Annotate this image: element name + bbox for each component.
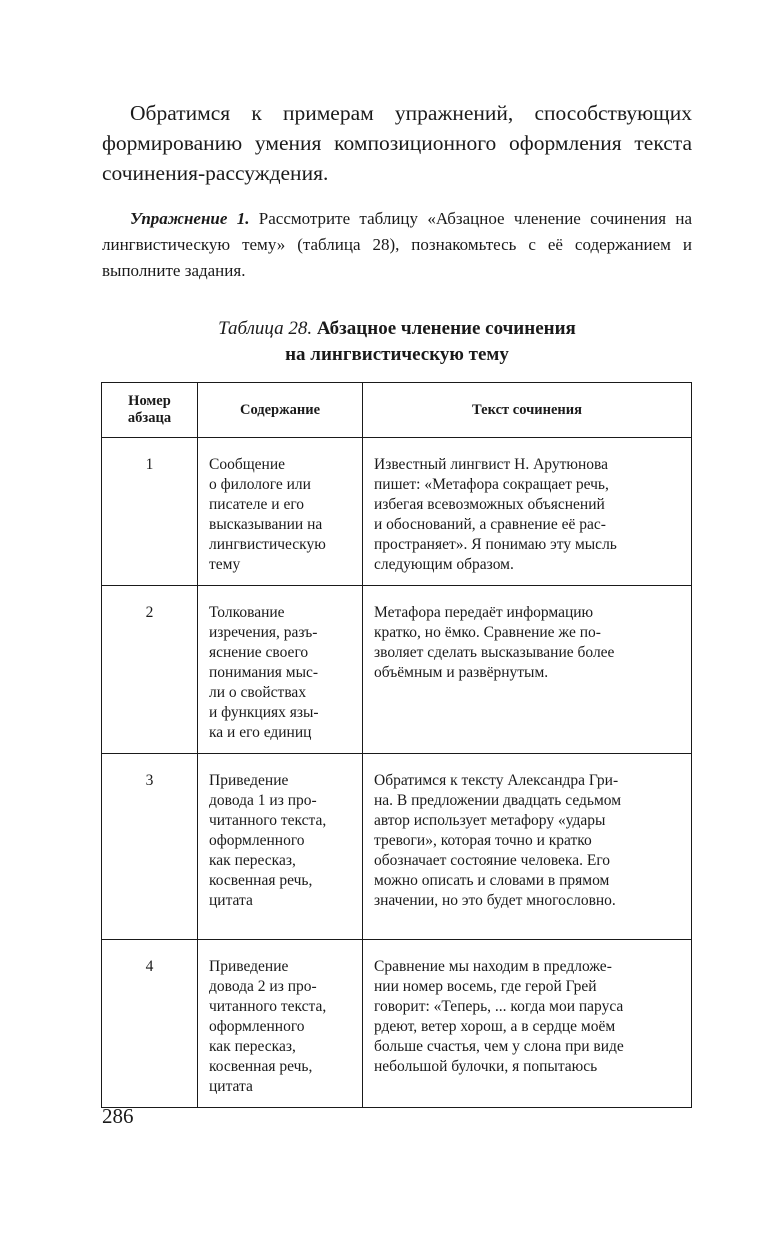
content-line: лингвистическую bbox=[209, 536, 326, 553]
text-line: кратко, но ёмко. Сравнение же по- bbox=[374, 624, 601, 641]
text-line: Известный лингвист Н. Арутюнова bbox=[374, 456, 608, 473]
table-caption-title-line1: Абзацное членение сочинения bbox=[316, 318, 576, 339]
text-line: нии номер восемь, где герой Грей bbox=[374, 978, 597, 995]
text-line: Сравнение мы находим в предложе- bbox=[374, 958, 612, 975]
exercise-label: Упражнение 1. bbox=[130, 209, 250, 228]
content-line: изречения, разъ- bbox=[209, 624, 318, 641]
text-line: и обоснований, а сравнение её рас- bbox=[374, 516, 606, 533]
table-row bbox=[102, 438, 692, 586]
text-line: автор использует метафору «удары bbox=[374, 812, 606, 829]
row-text-cell bbox=[363, 586, 692, 754]
row-content-cell bbox=[198, 438, 363, 586]
content-line: как пересказ, bbox=[209, 852, 296, 869]
row-text-cell bbox=[363, 940, 692, 1108]
table-caption bbox=[102, 316, 692, 368]
table-caption-title-line2: на лингвистическую тему bbox=[285, 344, 509, 365]
content-line: оформленного bbox=[209, 1018, 305, 1035]
content-line: Приведение bbox=[209, 958, 289, 975]
row-content-cell bbox=[198, 586, 363, 754]
content-line: цитата bbox=[209, 892, 253, 909]
text-line: следующим образом. bbox=[374, 556, 514, 573]
content-line: косвенная речь, bbox=[209, 1058, 313, 1075]
row-number-cell: 3 bbox=[102, 754, 198, 940]
content-line: как пересказ, bbox=[209, 1038, 296, 1055]
intro-paragraph: Обратимся к примерам упражнений, способствующих формированию умения композиционного оформления текста сочинения-рассуждения. bbox=[102, 101, 692, 185]
table-caption-number: Таблица 28. bbox=[218, 318, 313, 339]
text-line: небольшой булочки, я попытаюсь bbox=[374, 1058, 598, 1075]
row-content-cell bbox=[198, 940, 363, 1108]
header-essay-text: Текст сочинения bbox=[363, 383, 692, 438]
text-line: больше счастья, чем у слона при виде bbox=[374, 1038, 624, 1055]
text-line: избегая всевозможных объяснений bbox=[374, 496, 605, 513]
text-line: на. В предложении двадцать седьмом bbox=[374, 792, 622, 809]
header-num-line2: абзаца bbox=[127, 410, 172, 426]
row-number-cell: 2 bbox=[102, 586, 198, 754]
text-line: Метафора передаёт информацию bbox=[374, 604, 594, 621]
content-line: высказывании на bbox=[209, 516, 323, 533]
content-line: ка и его единиц bbox=[209, 724, 312, 741]
content-line: довода 2 из про- bbox=[209, 978, 317, 995]
text-line: пространяет». Я понимаю эту мысль bbox=[374, 536, 617, 553]
text-line: можно описать и словами в прямом bbox=[374, 872, 610, 889]
content-line: цитата bbox=[209, 1078, 253, 1095]
table-header-row bbox=[102, 383, 692, 438]
content-line: яснение своего bbox=[209, 644, 309, 661]
content-line: читанного текста, bbox=[209, 998, 327, 1015]
paragraph-division-table bbox=[101, 382, 692, 1108]
exercise-paragraph bbox=[102, 206, 692, 284]
table-row bbox=[102, 586, 692, 754]
text-line: говорит: «Теперь, ... когда мои паруса bbox=[374, 998, 624, 1015]
content-line: косвенная речь, bbox=[209, 872, 313, 889]
content-line: Приведение bbox=[209, 772, 289, 789]
header-paragraph-number bbox=[102, 383, 198, 438]
content-line: и функциях язы- bbox=[209, 704, 319, 721]
text-line: зволяет сделать высказывание более bbox=[374, 644, 615, 661]
text-line: рдеют, ветер хорош, а в сердце моём bbox=[374, 1018, 616, 1035]
text-line: обозначает состояние человека. Его bbox=[374, 852, 611, 869]
text-line: пишет: «Метафора сокращает речь, bbox=[374, 476, 609, 493]
row-number-cell: 1 bbox=[102, 438, 198, 586]
content-line: о филологе или bbox=[209, 476, 311, 493]
page-number: 286 bbox=[102, 1104, 134, 1128]
content-line: Толкование bbox=[209, 604, 285, 621]
table-row bbox=[102, 940, 692, 1108]
text-line: Обратимся к тексту Александра Гри- bbox=[374, 772, 619, 789]
content-line: читанного текста, bbox=[209, 812, 327, 829]
text-line: тревоги», которая точно и кратко bbox=[374, 832, 592, 849]
row-text-cell bbox=[363, 438, 692, 586]
exercise-text: Рассмотрите таблицу «Абзацное членение сочинения на лингвистическую тему» (таблица 28), познакомьтесь с её содержанием и выполните задания. bbox=[102, 209, 693, 280]
text-line: значении, но это будет многословно. bbox=[374, 892, 616, 909]
header-content: Содержание bbox=[198, 383, 363, 438]
row-content-cell bbox=[198, 754, 363, 940]
text-line: объёмным и развёрнутым. bbox=[374, 664, 549, 681]
row-number-cell: 4 bbox=[102, 940, 198, 1108]
header-num-line1: Номер bbox=[128, 393, 171, 409]
content-line: ли о свойствах bbox=[209, 684, 307, 701]
content-line: Сообщение bbox=[209, 456, 286, 473]
content-line: писателе и его bbox=[209, 496, 305, 513]
content-line: оформленного bbox=[209, 832, 305, 849]
content-line: понимания мыс- bbox=[209, 664, 319, 681]
content-line: довода 1 из про- bbox=[209, 792, 317, 809]
table-row bbox=[102, 754, 692, 940]
content-line: тему bbox=[209, 556, 241, 573]
row-text-cell bbox=[363, 754, 692, 940]
